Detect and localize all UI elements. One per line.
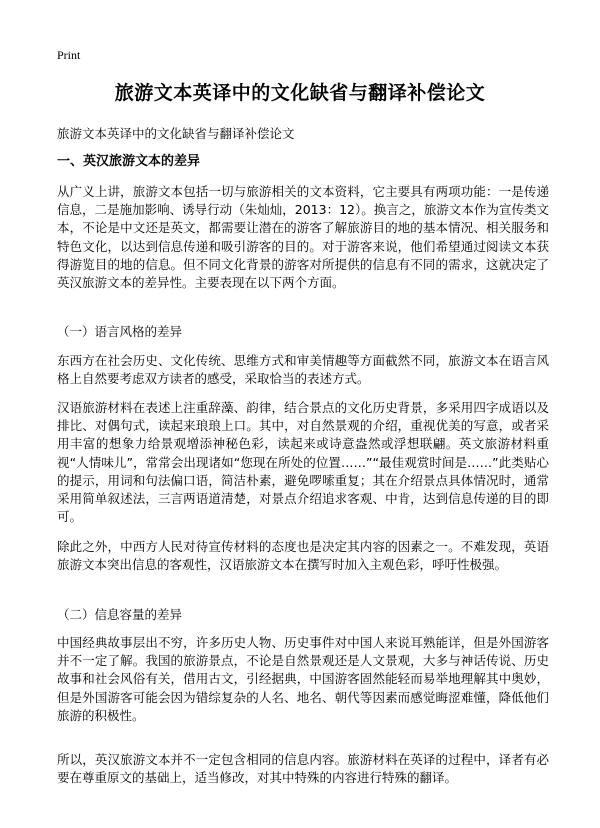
print-label: Print: [57, 48, 81, 62]
paragraph: 中国经典故事层出不穷，许多历史人物、历史事件对中国人来说耳熟能详，但是外国游客并不一定了解。我国的旅游景点，不论是自然景观还是人文景观，大多与神话传说、历史故事和社会风俗有关，借用古文，引经据典，中国游客固然能轻而易举地理解其中奥妙，但是外国游客可能会因为错综复杂的人名、地名、朝代等因素而感觉晦涩难懂，降低他们旅游的积极性。: [57, 635, 549, 723]
paragraph: 除此之外，中西方人民对待宣传材料的态度也是决定其内容的因素之一。不难发现，英语旅游文本突出信息的客观性，汉语旅游文本在撰写时加入主观色彩，呼吁性极强。: [57, 539, 549, 573]
page-title: 旅游文本英译中的文化缺省与翻译补偿论文: [114, 82, 486, 104]
paragraph: 所以，英汉旅游文本并不一定包含相同的信息内容。旅游材料在英译的过程中，译者有必要在尊重原文的基础上，适当修改，对其中特殊的内容进行特殊的翻译。: [57, 752, 549, 786]
paragraph: 汉语旅游材料在表述上注重辞藻、韵律，结合景点的文化历史背景，多采用四字成语以及排比、对偶句式，读起来琅琅上口。其中，对自然景观的介绍，重视优美的写意，或者采用丰富的想象力给景观增添神秘色彩，读起来或诗意盎然或浮想联翩。英文旅游材料重视“人情味儿”，常常会出现诸如“您现在所处的位置……”“最佳观赏时间是……”此类贴心的提示，用词和句法偏口语，简洁朴素，避免啰嗦重复；其在介绍景点具体情况时，通常采用简单叙述法，三言两语道清楚，对景点介绍追求客观、中肯，达到信息传递的目的即可。: [57, 400, 549, 525]
section-heading: 一、英汉旅游文本的差异: [57, 154, 201, 169]
article-subtitle: 旅游文本英译中的文化缺省与翻译补偿论文: [57, 126, 295, 141]
subsection-heading-style: （一）语言风格的差异: [57, 324, 183, 339]
paragraph: 东西方在社会历史、文化传统、思维方式和审美情趣等方面截然不同，旅游文本在语言风格上自然要考虑双方读者的感受，采取恰当的表述方式。: [57, 353, 549, 387]
subsection-heading-info: （二）信息容量的差异: [57, 607, 183, 622]
intro-paragraph: 从广义上讲，旅游文本包括一切与旅游相关的文本资料，它主要具有两项功能：一是传递信息，二是施加影响、诱导行动（朱灿灿，2013：12）。换言之，旅游文本作为宣传类文本，不论是中文还是英文，都需要让潜在的游客了解旅游目的地的基本情况、相关服务和特色文化，以达到信息传递和吸引游客的目的。对于游客来说，他们希望通过阅读文本获得游览目的地的信息。但不同文化背景的游客对所提供的信息有不同的需求，这就决定了英汉旅游文本的差异性。主要表现在以下两个方面。: [57, 184, 549, 291]
